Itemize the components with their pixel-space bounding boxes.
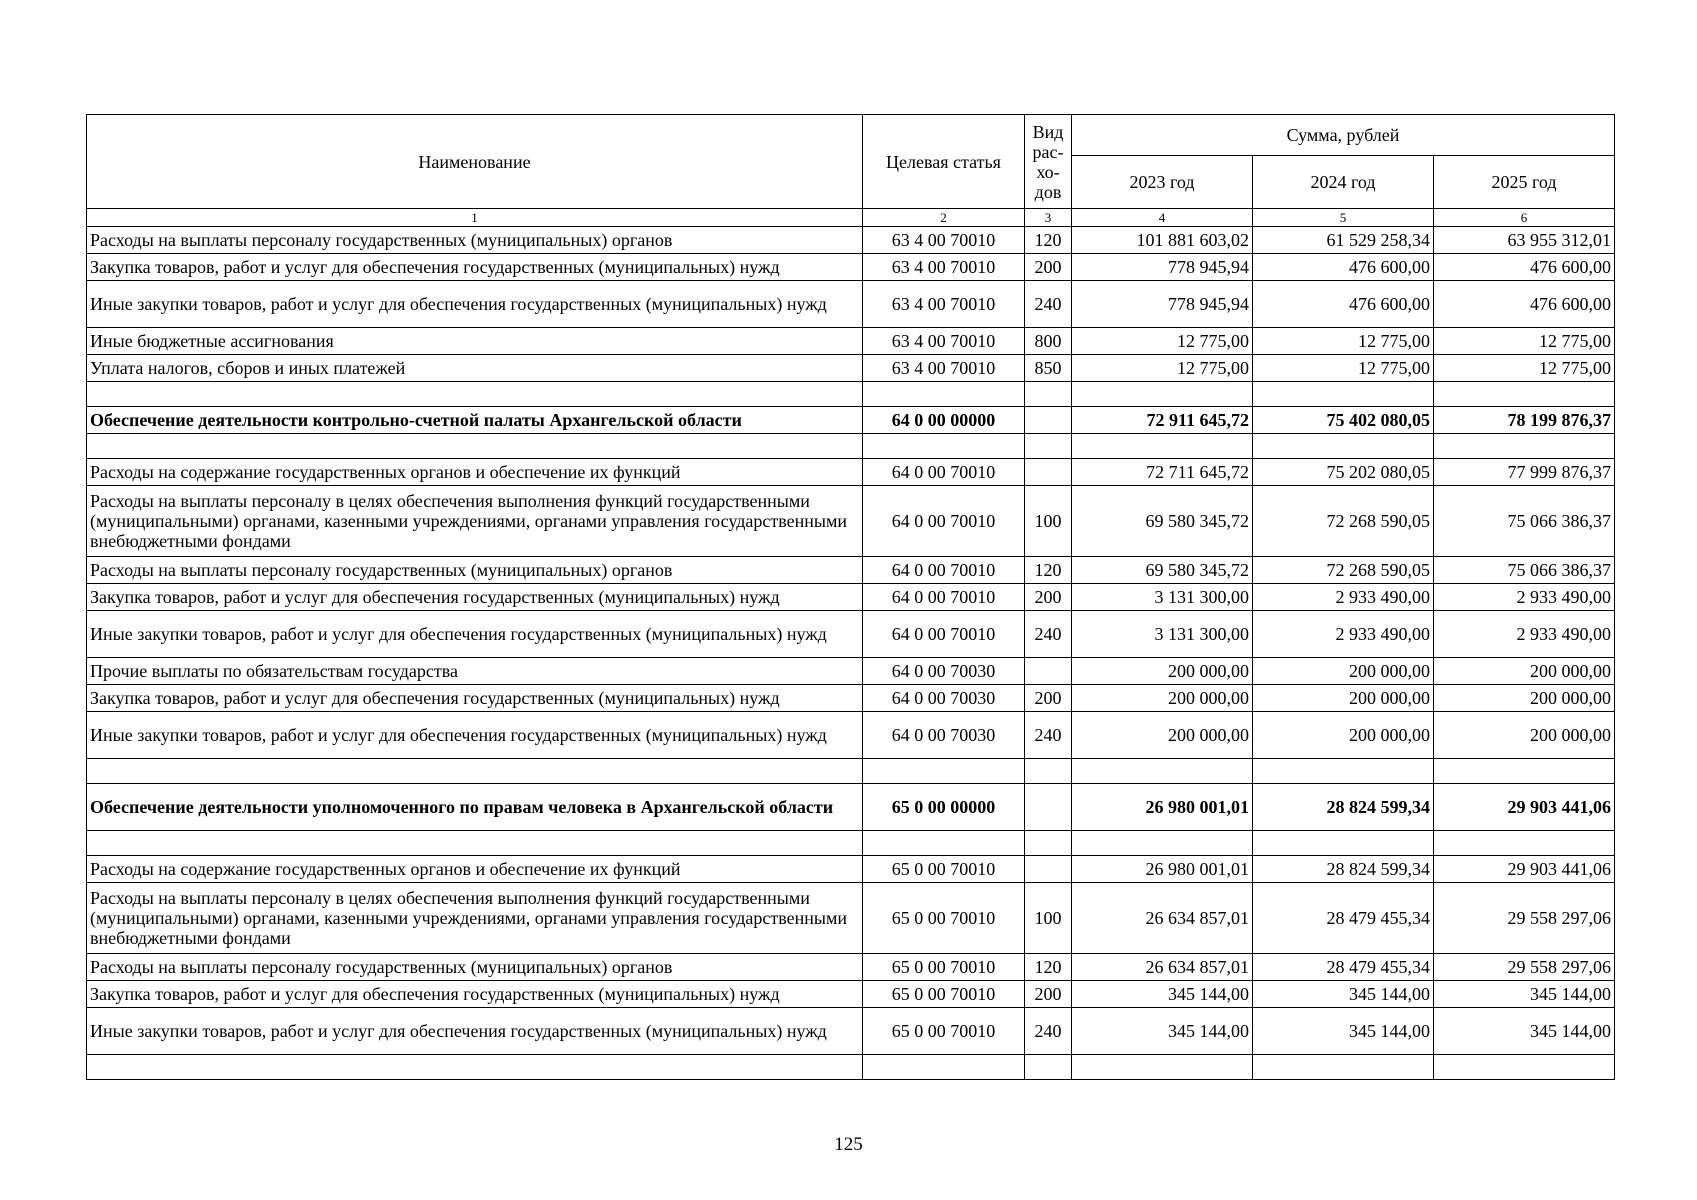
row-target-article: 64 0 00 70010 xyxy=(863,611,1025,658)
table-row xyxy=(87,557,1615,584)
empty-cell xyxy=(1253,382,1434,407)
empty-cell xyxy=(863,434,1025,459)
row-sum-2025: 63 955 312,01 xyxy=(1434,227,1615,254)
table-row xyxy=(87,407,1615,434)
row-expense-type: 100 xyxy=(1025,486,1072,557)
column-number: 2 xyxy=(863,209,1025,227)
row-sum-2023: 26 634 857,01 xyxy=(1072,954,1253,981)
row-sum-2024: 200 000,00 xyxy=(1253,685,1434,712)
empty-cell xyxy=(863,382,1025,407)
header-sum: Сумма, рублей xyxy=(1072,115,1615,156)
table-row xyxy=(87,712,1615,759)
row-sum-2024: 75 202 080,05 xyxy=(1253,459,1434,486)
empty-cell xyxy=(87,382,863,407)
row-sum-2023: 72 911 645,72 xyxy=(1072,407,1253,434)
row-target-article: 63 4 00 70010 xyxy=(863,254,1025,281)
empty-cell xyxy=(1025,1055,1072,1080)
table-row xyxy=(87,981,1615,1008)
row-target-article: 65 0 00 70010 xyxy=(863,856,1025,883)
row-sum-2023: 12 775,00 xyxy=(1072,328,1253,355)
row-sum-2024: 28 479 455,34 xyxy=(1253,883,1434,954)
empty-cell xyxy=(1434,759,1615,784)
row-sum-2023: 12 775,00 xyxy=(1072,355,1253,382)
empty-cell xyxy=(1253,1055,1434,1080)
row-sum-2023: 345 144,00 xyxy=(1072,1008,1253,1055)
row-name: Закупка товаров, работ и услуг для обеспечения государственных (муниципальных) нужд xyxy=(87,584,863,611)
empty-cell xyxy=(1072,382,1253,407)
table-row xyxy=(87,856,1615,883)
row-sum-2024: 2 933 490,00 xyxy=(1253,584,1434,611)
row-sum-2023: 72 711 645,72 xyxy=(1072,459,1253,486)
row-name: Закупка товаров, работ и услуг для обеспечения государственных (муниципальных) нужд xyxy=(87,254,863,281)
row-sum-2024: 75 402 080,05 xyxy=(1253,407,1434,434)
row-sum-2023: 26 980 001,01 xyxy=(1072,856,1253,883)
header-target: Целевая статья xyxy=(863,115,1025,209)
row-expense-type: 200 xyxy=(1025,254,1072,281)
empty-row xyxy=(87,434,1615,459)
row-expense-type: 120 xyxy=(1025,954,1072,981)
empty-cell xyxy=(1253,831,1434,856)
row-expense-type: 800 xyxy=(1025,328,1072,355)
row-sum-2024: 200 000,00 xyxy=(1253,658,1434,685)
row-expense-type: 240 xyxy=(1025,712,1072,759)
row-target-article: 63 4 00 70010 xyxy=(863,328,1025,355)
row-sum-2025: 200 000,00 xyxy=(1434,658,1615,685)
row-sum-2025: 2 933 490,00 xyxy=(1434,611,1615,658)
row-sum-2024: 12 775,00 xyxy=(1253,355,1434,382)
row-sum-2025: 345 144,00 xyxy=(1434,981,1615,1008)
row-sum-2023: 69 580 345,72 xyxy=(1072,557,1253,584)
header-year-2024: 2024 год xyxy=(1253,156,1434,209)
row-sum-2025: 29 903 441,06 xyxy=(1434,784,1615,831)
row-name: Расходы на выплаты персоналу государственных (муниципальных) органов xyxy=(87,557,863,584)
row-expense-type xyxy=(1025,407,1072,434)
row-sum-2024: 28 479 455,34 xyxy=(1253,954,1434,981)
header-name: Наименование xyxy=(87,115,863,209)
column-number: 4 xyxy=(1072,209,1253,227)
row-target-article: 64 0 00 70010 xyxy=(863,584,1025,611)
row-sum-2025: 12 775,00 xyxy=(1434,328,1615,355)
row-sum-2025: 29 903 441,06 xyxy=(1434,856,1615,883)
row-expense-type xyxy=(1025,459,1072,486)
row-sum-2024: 61 529 258,34 xyxy=(1253,227,1434,254)
row-target-article: 65 0 00 70010 xyxy=(863,1008,1025,1055)
row-target-article: 64 0 00 70010 xyxy=(863,557,1025,584)
header-year-2025: 2025 год xyxy=(1434,156,1615,209)
row-sum-2023: 200 000,00 xyxy=(1072,712,1253,759)
row-sum-2023: 778 945,94 xyxy=(1072,254,1253,281)
empty-cell xyxy=(1025,759,1072,784)
empty-cell xyxy=(87,831,863,856)
row-sum-2024: 72 268 590,05 xyxy=(1253,486,1434,557)
row-expense-type: 240 xyxy=(1025,611,1072,658)
row-sum-2025: 476 600,00 xyxy=(1434,281,1615,328)
column-number: 3 xyxy=(1025,209,1072,227)
row-sum-2023: 3 131 300,00 xyxy=(1072,584,1253,611)
row-target-article: 63 4 00 70010 xyxy=(863,227,1025,254)
row-sum-2024: 345 144,00 xyxy=(1253,1008,1434,1055)
row-sum-2024: 28 824 599,34 xyxy=(1253,856,1434,883)
empty-row xyxy=(87,831,1615,856)
empty-cell xyxy=(1025,434,1072,459)
row-sum-2023: 778 945,94 xyxy=(1072,281,1253,328)
budget-table xyxy=(86,114,1615,1080)
empty-cell xyxy=(863,1055,1025,1080)
row-sum-2025: 78 199 876,37 xyxy=(1434,407,1615,434)
column-number: 1 xyxy=(87,209,863,227)
table-row xyxy=(87,883,1615,954)
empty-cell xyxy=(87,434,863,459)
table-row xyxy=(87,227,1615,254)
row-expense-type xyxy=(1025,856,1072,883)
table-row xyxy=(87,954,1615,981)
table-row xyxy=(87,355,1615,382)
empty-row xyxy=(87,382,1615,407)
table-row xyxy=(87,328,1615,355)
row-target-article: 63 4 00 70010 xyxy=(863,281,1025,328)
row-expense-type: 200 xyxy=(1025,981,1072,1008)
row-sum-2025: 200 000,00 xyxy=(1434,685,1615,712)
table-row xyxy=(87,658,1615,685)
row-sum-2025: 77 999 876,37 xyxy=(1434,459,1615,486)
row-expense-type xyxy=(1025,784,1072,831)
row-name: Расходы на выплаты персоналу государственных (муниципальных) органов xyxy=(87,954,863,981)
empty-cell xyxy=(863,831,1025,856)
empty-cell xyxy=(1025,831,1072,856)
row-name: Расходы на выплаты персоналу в целях обеспечения выполнения функций государственными (муниципальными) органами, казенными учреждениями, органами управления государственными внебюджетными фондами xyxy=(87,883,863,954)
row-expense-type: 240 xyxy=(1025,1008,1072,1055)
column-number: 6 xyxy=(1434,209,1615,227)
empty-row xyxy=(87,1055,1615,1080)
row-sum-2024: 200 000,00 xyxy=(1253,712,1434,759)
row-target-article: 63 4 00 70010 xyxy=(863,355,1025,382)
row-sum-2024: 28 824 599,34 xyxy=(1253,784,1434,831)
row-sum-2025: 75 066 386,37 xyxy=(1434,486,1615,557)
row-name: Закупка товаров, работ и услуг для обеспечения государственных (муниципальных) нужд xyxy=(87,685,863,712)
row-sum-2025: 476 600,00 xyxy=(1434,254,1615,281)
page-number: 125 xyxy=(834,1134,863,1155)
row-target-article: 64 0 00 70010 xyxy=(863,486,1025,557)
row-expense-type: 850 xyxy=(1025,355,1072,382)
row-target-article: 64 0 00 70030 xyxy=(863,712,1025,759)
table-row xyxy=(87,784,1615,831)
column-number: 5 xyxy=(1253,209,1434,227)
row-name: Расходы на содержание государственных органов и обеспечение их функций xyxy=(87,459,863,486)
row-sum-2025: 12 775,00 xyxy=(1434,355,1615,382)
empty-cell xyxy=(1253,759,1434,784)
row-sum-2024: 2 933 490,00 xyxy=(1253,611,1434,658)
empty-cell xyxy=(1072,1055,1253,1080)
table-row xyxy=(87,611,1615,658)
row-name: Расходы на содержание государственных органов и обеспечение их функций xyxy=(87,856,863,883)
row-target-article: 65 0 00 70010 xyxy=(863,981,1025,1008)
row-sum-2024: 476 600,00 xyxy=(1253,254,1434,281)
row-sum-2025: 75 066 386,37 xyxy=(1434,557,1615,584)
empty-cell xyxy=(863,759,1025,784)
empty-cell xyxy=(1072,434,1253,459)
row-expense-type: 120 xyxy=(1025,227,1072,254)
row-target-article: 65 0 00 00000 xyxy=(863,784,1025,831)
row-expense-type: 120 xyxy=(1025,557,1072,584)
table-row xyxy=(87,1008,1615,1055)
row-name: Прочие выплаты по обязательствам государства xyxy=(87,658,863,685)
row-expense-type: 200 xyxy=(1025,584,1072,611)
empty-cell xyxy=(1434,382,1615,407)
row-name: Уплата налогов, сборов и иных платежей xyxy=(87,355,863,382)
row-target-article: 64 0 00 70010 xyxy=(863,459,1025,486)
table-row xyxy=(87,459,1615,486)
row-sum-2023: 26 980 001,01 xyxy=(1072,784,1253,831)
row-expense-type: 200 xyxy=(1025,685,1072,712)
row-name: Иные закупки товаров, работ и услуг для обеспечения государственных (муниципальных) нужд xyxy=(87,281,863,328)
empty-cell xyxy=(1434,1055,1615,1080)
empty-cell xyxy=(87,759,863,784)
table-header xyxy=(87,115,1615,227)
row-sum-2024: 12 775,00 xyxy=(1253,328,1434,355)
table-row xyxy=(87,685,1615,712)
row-target-article: 65 0 00 70010 xyxy=(863,954,1025,981)
row-sum-2025: 200 000,00 xyxy=(1434,712,1615,759)
row-name: Иные закупки товаров, работ и услуг для обеспечения государственных (муниципальных) нужд xyxy=(87,1008,863,1055)
row-sum-2024: 476 600,00 xyxy=(1253,281,1434,328)
row-sum-2024: 345 144,00 xyxy=(1253,981,1434,1008)
table-row xyxy=(87,281,1615,328)
row-expense-type: 100 xyxy=(1025,883,1072,954)
row-sum-2023: 3 131 300,00 xyxy=(1072,611,1253,658)
header-type: Вид рас- хо- дов xyxy=(1025,115,1072,209)
table-body xyxy=(87,227,1615,1080)
table-row xyxy=(87,584,1615,611)
row-name: Обеспечение деятельности контрольно-счетной палаты Архангельской области xyxy=(87,407,863,434)
empty-cell xyxy=(1025,382,1072,407)
row-sum-2023: 200 000,00 xyxy=(1072,658,1253,685)
row-name: Иные закупки товаров, работ и услуг для обеспечения государственных (муниципальных) нужд xyxy=(87,712,863,759)
empty-cell xyxy=(1434,434,1615,459)
row-sum-2025: 29 558 297,06 xyxy=(1434,883,1615,954)
row-name: Иные бюджетные ассигнования xyxy=(87,328,863,355)
row-target-article: 64 0 00 70030 xyxy=(863,658,1025,685)
empty-row xyxy=(87,759,1615,784)
row-target-article: 65 0 00 70010 xyxy=(863,883,1025,954)
row-expense-type: 240 xyxy=(1025,281,1072,328)
row-name: Обеспечение деятельности уполномоченного по правам человека в Архангельской области xyxy=(87,784,863,831)
empty-cell xyxy=(1072,831,1253,856)
empty-cell xyxy=(87,1055,863,1080)
row-sum-2023: 345 144,00 xyxy=(1072,981,1253,1008)
row-sum-2025: 345 144,00 xyxy=(1434,1008,1615,1055)
table-row xyxy=(87,486,1615,557)
row-sum-2025: 29 558 297,06 xyxy=(1434,954,1615,981)
row-sum-2023: 101 881 603,02 xyxy=(1072,227,1253,254)
empty-cell xyxy=(1253,434,1434,459)
empty-cell xyxy=(1072,759,1253,784)
row-sum-2023: 26 634 857,01 xyxy=(1072,883,1253,954)
row-sum-2023: 69 580 345,72 xyxy=(1072,486,1253,557)
row-target-article: 64 0 00 00000 xyxy=(863,407,1025,434)
row-target-article: 64 0 00 70030 xyxy=(863,685,1025,712)
row-name: Закупка товаров, работ и услуг для обеспечения государственных (муниципальных) нужд xyxy=(87,981,863,1008)
empty-cell xyxy=(1434,831,1615,856)
row-sum-2025: 2 933 490,00 xyxy=(1434,584,1615,611)
table-row xyxy=(87,254,1615,281)
row-name: Расходы на выплаты персоналу в целях обеспечения выполнения функций государственными (муниципальными) органами, казенными учреждениями, органами управления государственными внебюджетными фондами xyxy=(87,486,863,557)
row-expense-type xyxy=(1025,658,1072,685)
column-numbers-row xyxy=(87,209,1615,227)
row-name: Иные закупки товаров, работ и услуг для обеспечения государственных (муниципальных) нужд xyxy=(87,611,863,658)
row-sum-2024: 72 268 590,05 xyxy=(1253,557,1434,584)
header-year-2023: 2023 год xyxy=(1072,156,1253,209)
row-sum-2023: 200 000,00 xyxy=(1072,685,1253,712)
row-name: Расходы на выплаты персоналу государственных (муниципальных) органов xyxy=(87,227,863,254)
